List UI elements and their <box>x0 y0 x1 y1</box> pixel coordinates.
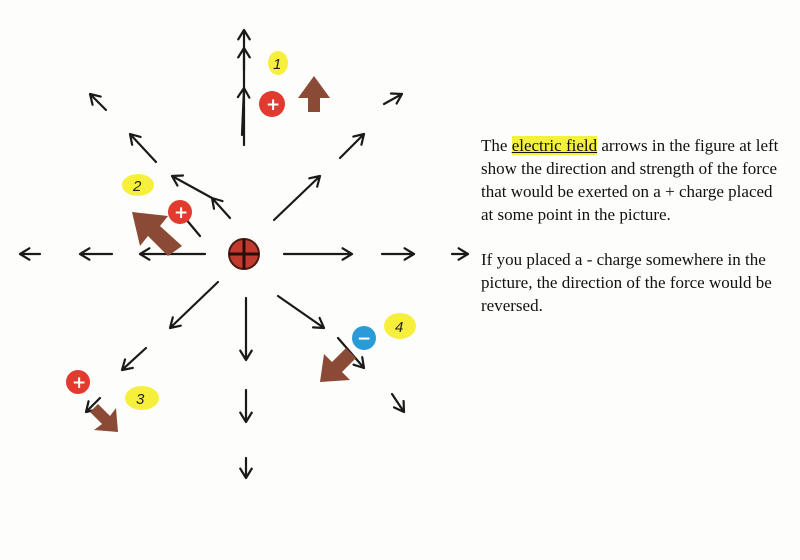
field-arrow <box>278 296 324 328</box>
label-2: 2 <box>133 178 142 195</box>
field-arrow <box>452 248 468 259</box>
field-arrow <box>122 348 146 370</box>
explanation-paragraph-2: If you placed a - charge somewhere in the picture, the direction of the force would be reversed. <box>481 250 772 315</box>
force-arrow-4 <box>320 348 356 382</box>
minus-sign-4: − <box>357 329 372 349</box>
field-arrow <box>340 134 364 158</box>
test-charge-1 <box>259 51 330 117</box>
label-4: 4 <box>395 319 404 336</box>
field-arrow <box>384 94 402 104</box>
source-charge <box>229 239 259 269</box>
explanation-text <box>481 134 781 339</box>
field-arrow <box>240 298 251 360</box>
highlight-electric-field: electric field <box>511 136 598 155</box>
field-arrow <box>170 282 218 328</box>
test-charge-3 <box>66 370 159 432</box>
plus-sign-1: + <box>266 95 281 115</box>
field-arrow <box>172 175 212 198</box>
force-arrow-3 <box>90 404 118 432</box>
force-arrow-1 <box>298 76 330 112</box>
field-arrow <box>284 248 352 259</box>
field-arrow <box>238 30 249 70</box>
field-arrow <box>240 390 251 422</box>
field-arrow <box>274 176 320 220</box>
field-arrow <box>392 394 404 412</box>
field-arrow <box>240 458 251 478</box>
field-arrow <box>212 198 230 218</box>
test-charge-4 <box>320 313 416 382</box>
field-arrow <box>80 248 112 259</box>
label-3: 3 <box>136 391 145 408</box>
label-1: 1 <box>273 56 282 73</box>
plus-sign-3: + <box>72 373 87 393</box>
field-arrow <box>382 248 414 259</box>
plus-sign-2: + <box>174 203 189 223</box>
field-arrow <box>20 248 40 259</box>
field-arrow <box>130 134 156 162</box>
test-charge-2 <box>122 174 192 256</box>
field-arrow <box>90 94 106 110</box>
explanation-paragraph-1: The electric field arrows in the figure at left show the direction and strength of the force that would be exerted on a + charge placed at some point in the picture. <box>481 136 779 224</box>
